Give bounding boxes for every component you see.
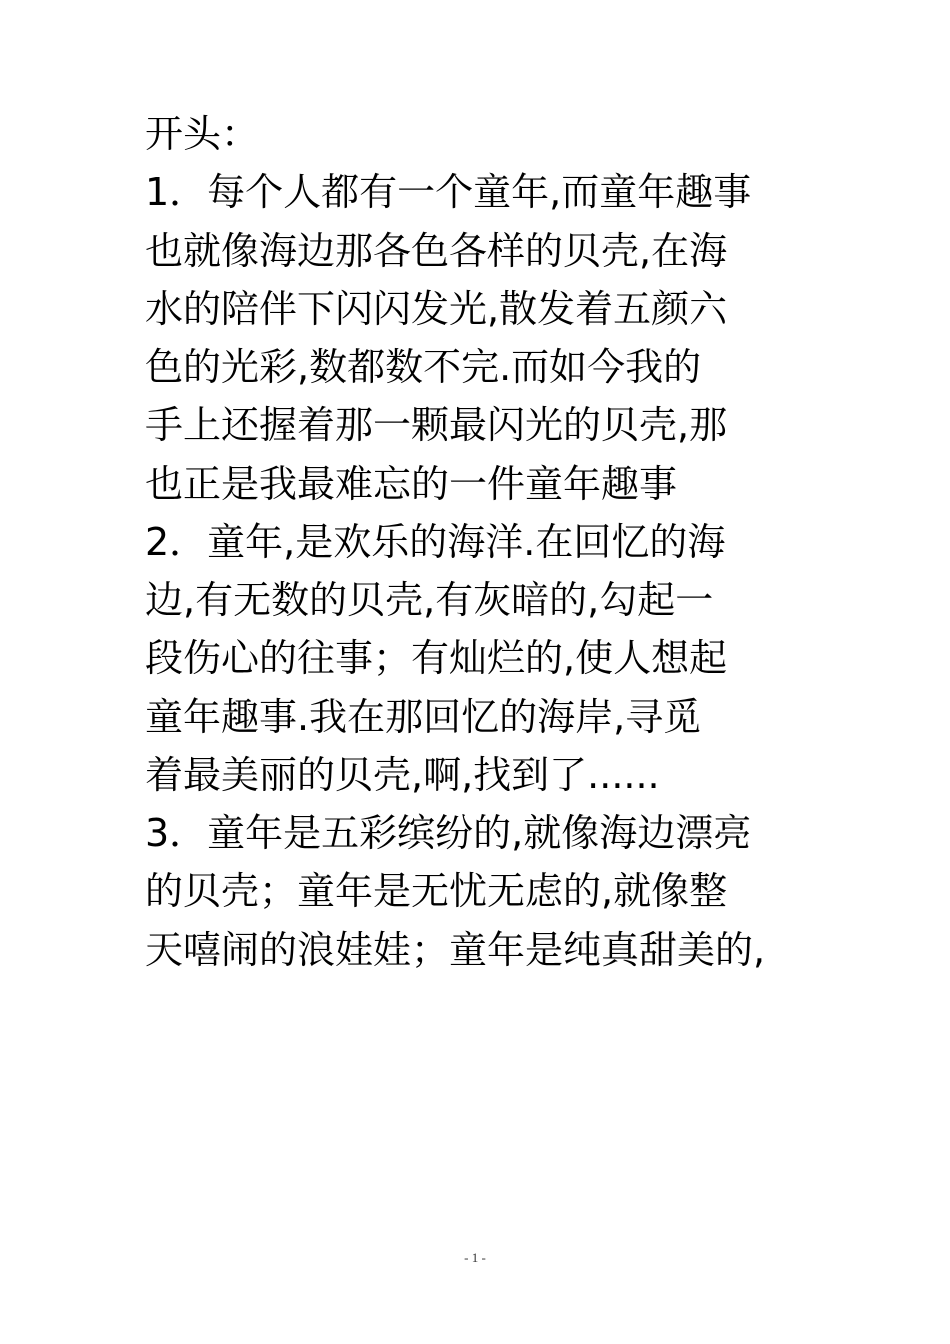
text-line: 1．每个人都有一个童年,而童年趣事 <box>145 170 752 215</box>
text-line: 着最美丽的贝壳,啊,找到了...... <box>145 752 660 797</box>
page-number: - 1 - <box>464 1250 486 1265</box>
text-line: 段伤心的往事；有灿烂的,使人想起 <box>145 636 728 681</box>
text-line: 3．童年是五彩缤纷的,就像海边漂亮 <box>145 811 752 855</box>
document-body <box>145 105 825 979</box>
text-line: 天嘻闹的浪娃娃；童年是纯真甜美的, <box>145 927 766 972</box>
text-line: 手上还握着那一颗最闪光的贝壳,那 <box>145 403 728 448</box>
text-line: 边,有无数的贝壳,有灰暗的,勾起一 <box>145 578 714 622</box>
text-line: 的贝壳；童年是无忧无虑的,就像整 <box>145 869 728 914</box>
text-line: 水的陪伴下闪闪发光,散发着五颜六 <box>145 286 728 331</box>
text-line: 也正是我最难忘的一件童年趣事 <box>145 461 678 506</box>
text-line: 童年趣事.我在那回忆的海岸,寻觅 <box>145 694 702 739</box>
text-line: 也就像海边那各色各样的贝壳,在海 <box>145 228 728 273</box>
heading-line: 开头： <box>145 112 260 156</box>
text-line: 2．童年,是欢乐的海洋.在回忆的海 <box>145 519 726 564</box>
text-line: 色的光彩,数都数不完.而如今我的 <box>145 345 702 389</box>
